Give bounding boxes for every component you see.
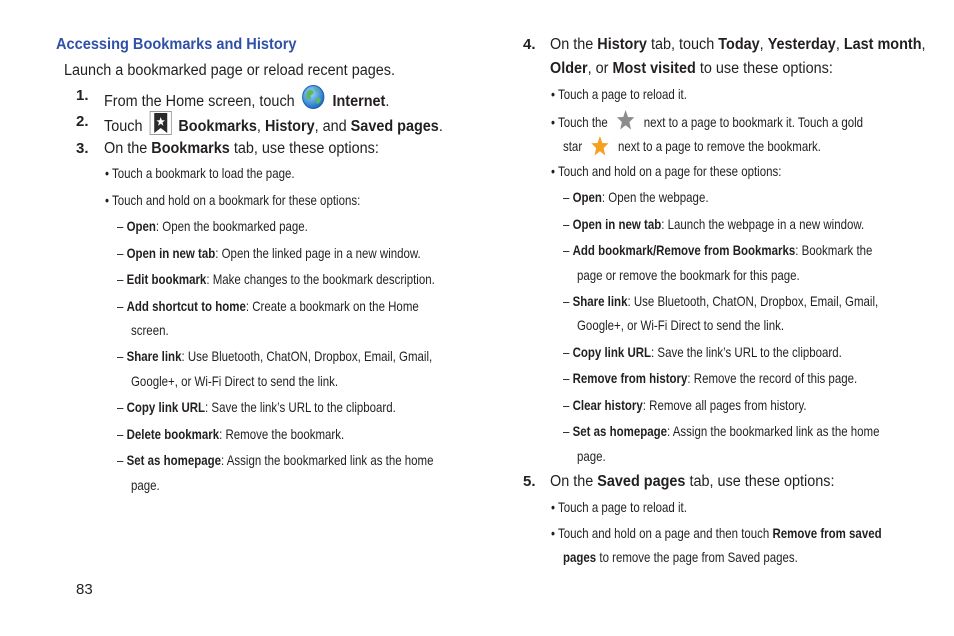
step-4-text-cont: Older, or Most visited to use these options: — [550, 60, 833, 77]
option-share-link-cont: Google+, or Wi-Fi Direct to send the link. — [577, 317, 785, 333]
option-copy-link: – Copy link URL: Save the link’s URL to the clipboard. — [117, 399, 396, 415]
bullet-item: • Touch and hold on a page for these options: — [551, 163, 782, 179]
option-open: – Open: Open the bookmarked page. — [117, 218, 308, 234]
gold-star-icon — [590, 135, 610, 162]
option-set-homepage: – Set as homepage: Assign the bookmarked link as the home — [563, 423, 880, 439]
step-number: 4. — [523, 36, 536, 53]
option-open-new-tab: – Open in new tab: Launch the webpage in a new window. — [563, 216, 865, 232]
step-number: 1. — [76, 87, 89, 104]
option-clear-history: – Clear history: Remove all pages from history. — [563, 397, 807, 413]
bullet-item: • Touch a page to reload it. — [551, 499, 687, 515]
option-open-new-tab: – Open in new tab: Open the linked page in a new window. — [117, 245, 421, 261]
step-5-text: On the Saved pages tab, use these options: — [550, 473, 835, 490]
option-set-homepage-cont: page. — [577, 448, 606, 464]
bullet-item: • Touch a page to reload it. — [551, 86, 687, 102]
option-add-shortcut: – Add shortcut to home: Create a bookmark on the Home — [117, 298, 419, 314]
intro-text: Launch a bookmarked page or reload recent pages. — [64, 62, 395, 79]
section-title: Accessing Bookmarks and History — [56, 36, 297, 53]
bullet-item-cont: pages to remove the page from Saved pages. — [563, 549, 798, 565]
option-share-link-cont: Google+, or Wi-Fi Direct to send the link. — [131, 373, 339, 389]
bullet-item-cont: star next to a page to remove the bookmark. — [563, 134, 821, 161]
bullet-item: • Touch a bookmark to load the page. — [105, 165, 295, 181]
step-number: 2. — [76, 113, 89, 130]
bookmark-icon — [149, 111, 171, 141]
bullet-item: • Touch and hold on a bookmark for these options: — [105, 192, 361, 208]
option-set-homepage-cont: page. — [131, 477, 160, 493]
step-4-text: On the History tab, touch Today, Yesterday, Last month, — [550, 36, 926, 53]
option-copy-link: – Copy link URL: Save the link’s URL to the clipboard. — [563, 344, 842, 360]
option-add-remove-bookmark-cont: page or remove the bookmark for this page. — [577, 267, 800, 283]
grey-star-icon — [616, 109, 636, 136]
option-share-link: – Share link: Use Bluetooth, ChatON, Dropbox, Email, Gmail, — [563, 293, 879, 309]
option-set-homepage: – Set as homepage: Assign the bookmarked link as the home — [117, 452, 434, 468]
step-1-text: From the Home screen, touch Internet. — [104, 86, 389, 118]
bullet-item: • Touch the next to a page to bookmark it. Touch a gold — [551, 110, 863, 137]
step-number: 3. — [76, 140, 89, 157]
option-remove-history: – Remove from history: Remove the record of this page. — [563, 370, 858, 386]
step-number: 5. — [523, 473, 536, 490]
bullet-item: • Touch and hold on a page and then touch Remove from saved — [551, 525, 882, 541]
step-2-text: Touch Bookmarks, History, and Saved pages. — [104, 112, 443, 142]
option-share-link: – Share link: Use Bluetooth, ChatON, Dropbox, Email, Gmail, — [117, 348, 433, 364]
option-delete-bookmark: – Delete bookmark: Remove the bookmark. — [117, 426, 345, 442]
page-number: 83 — [76, 581, 93, 598]
option-add-shortcut-cont: screen. — [131, 322, 169, 338]
step-3-text: On the Bookmarks tab, use these options: — [104, 140, 379, 157]
option-add-remove-bookmark: – Add bookmark/Remove from Bookmarks: Bookmark the — [563, 242, 873, 258]
option-open: – Open: Open the webpage. — [563, 189, 709, 205]
option-edit-bookmark: – Edit bookmark: Make changes to the bookmark description. — [117, 271, 435, 287]
